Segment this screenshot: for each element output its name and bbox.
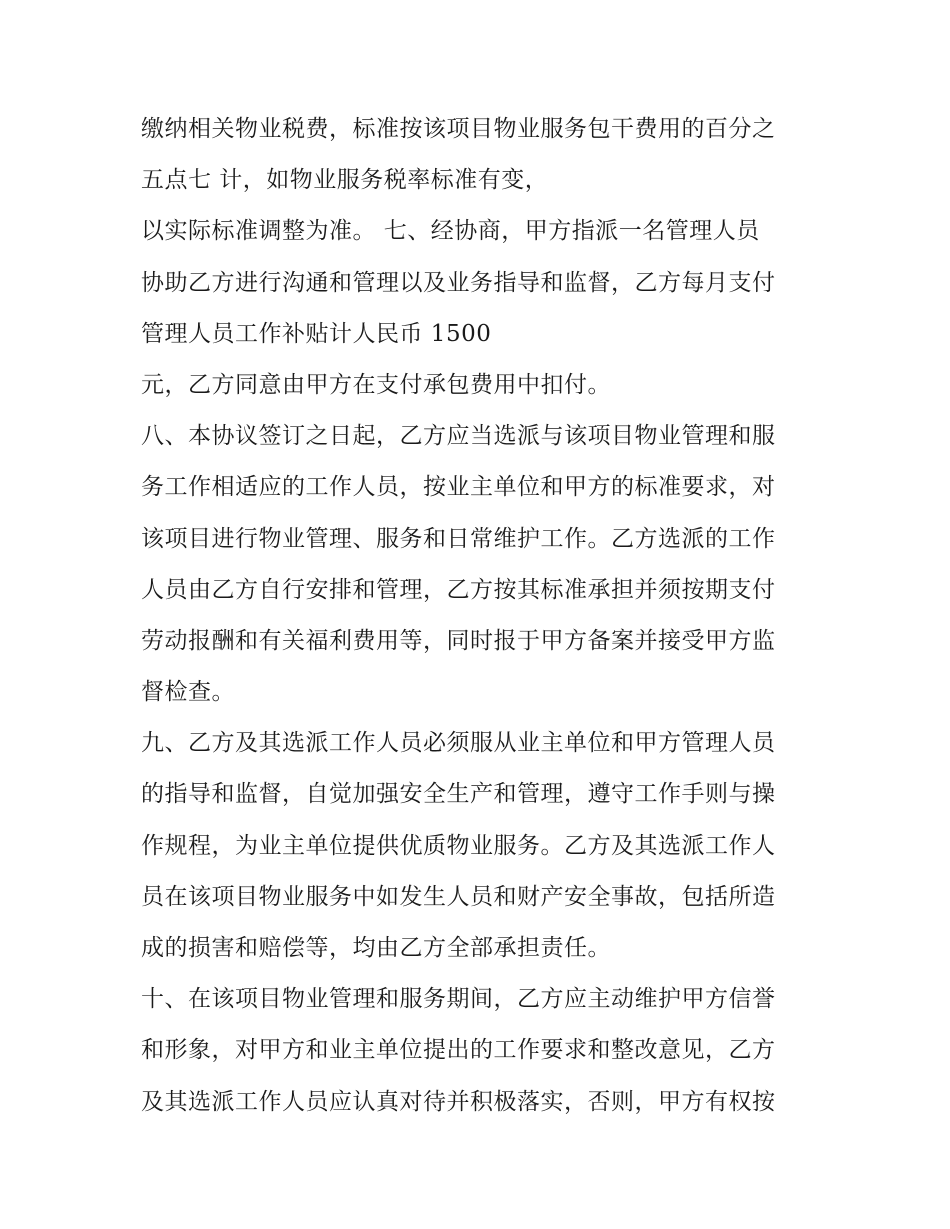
text-line: 十、在该项目物业管理和服务期间，乙方应主动维护甲方信誉 — [141, 986, 776, 1013]
text-line: 督检查。 — [141, 679, 235, 706]
text-line: 的指导和监督，自觉加强安全生产和管理，遵守工作手则与操 — [141, 781, 776, 808]
text-line: 和形象，对甲方和业主单位提出的工作要求和整改意见，乙方 — [141, 1037, 776, 1064]
text-line: 八、本协议签订之日起，乙方应当选派与该项目物业管理和服 — [141, 423, 776, 450]
text-line: 以实际标准调整为准。 七、经协商，甲方指派一名管理人员 — [141, 218, 760, 245]
text-line: 劳动报酬和有关福利费用等，同时报于甲方备案并接受甲方监 — [141, 627, 776, 654]
text-line: 人员由乙方自行安排和管理，乙方按其标准承担并须按期支付 — [141, 576, 776, 603]
text-line: 作规程，为业主单位提供优质物业服务。乙方及其选派工作人 — [141, 832, 776, 859]
text-line: 管理人员工作补贴计人民币 1500 — [141, 320, 492, 347]
text-line: 及其选派工作人员应认真对待并积极落实，否则，甲方有权按 — [141, 1088, 776, 1115]
text-line: 九、乙方及其选派工作人员必须服从业主单位和甲方管理人员 — [141, 730, 776, 757]
text-line: 元，乙方同意由甲方在支付承包费用中扣付。 — [141, 371, 611, 398]
contract-text-body — [141, 104, 821, 1128]
text-line: 五点七 计，如物业服务税率标准有变， — [141, 167, 549, 194]
text-line: 员在该项目物业服务中如发生人员和财产安全事故，包括所造 — [141, 883, 776, 910]
text-line: 协助乙方进行沟通和管理以及业务指导和监督，乙方每月支付 — [141, 269, 776, 296]
text-line: 成的损害和赔偿等，均由乙方全部承担责任。 — [141, 935, 611, 961]
text-line: 缴纳相关物业税费，标准按该项目物业服务包干费用的百分之 — [141, 116, 776, 142]
text-line: 该项目进行物业管理、服务和日常维护工作。乙方选派的工作 — [141, 525, 776, 552]
text-line: 务工作相适应的工作人员，按业主单位和甲方的标准要求，对 — [141, 474, 776, 501]
